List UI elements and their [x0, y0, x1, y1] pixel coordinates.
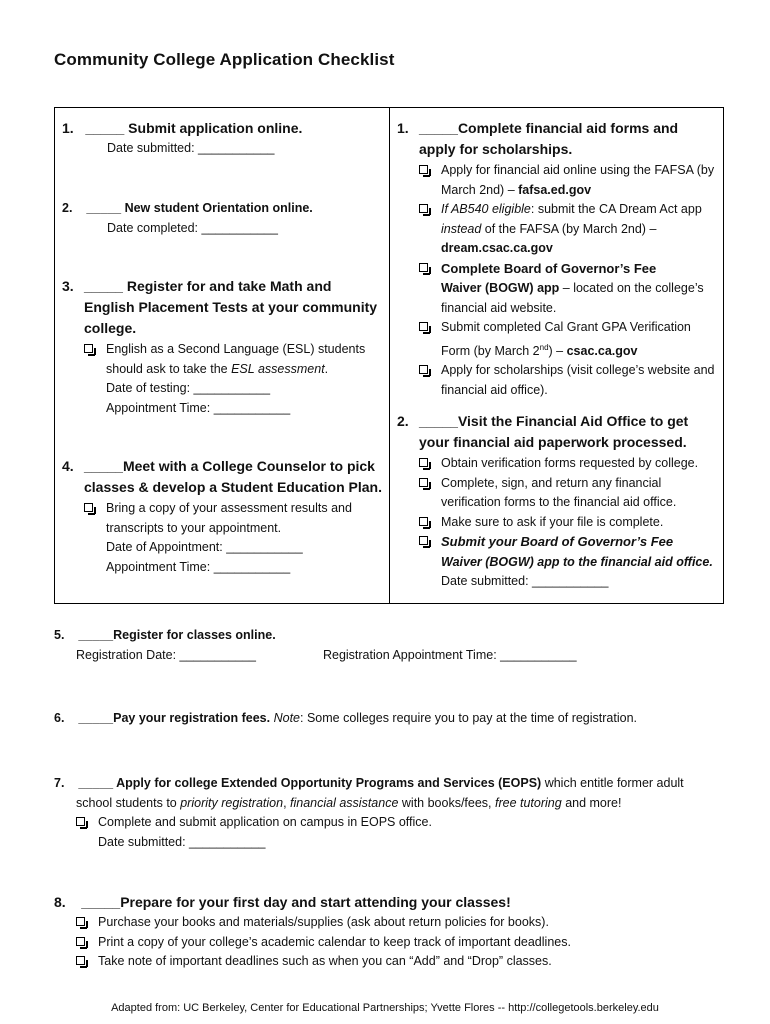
step-num: 1.: [397, 120, 409, 136]
step-blank: _____: [419, 120, 458, 136]
checkbox-icon: [419, 517, 428, 526]
checklist-item: Apply for financial aid online using the FAFSA (by March 2nd) – fafsa.ed.gov: [419, 161, 715, 200]
step-text: Prepare for your first day and start attending your classes!: [120, 894, 511, 910]
date-line: Date submitted: ___________: [98, 834, 266, 849]
checklist-item: Print a copy of your college’s academic calendar to keep track of important deadlines.: [76, 933, 744, 953]
step-text: Meet with a College Counselor to pick classes & develop a Student Education Plan.: [84, 458, 382, 495]
step-num: 2.: [62, 201, 73, 215]
column-divider: [389, 108, 390, 603]
date-line: Date of testing: ___________: [106, 381, 271, 395]
step-blank: _____: [81, 894, 121, 910]
checklist-item: Submit completed Cal Grant GPA Verification Form (by March 2nd) – csac.ca.gov: [419, 318, 715, 361]
note-label: Note: [273, 711, 301, 725]
checkbox-icon: [76, 937, 85, 946]
checklist-item: Complete Board of Governor’s Fee Waiver (BOGW) app – located on the college’s financial aid website.: [419, 259, 715, 319]
page-title: Community College Application Checklist: [54, 50, 395, 69]
step-text: Submit application online.: [124, 120, 303, 136]
checkbox-icon: [419, 458, 428, 467]
footer-credit: Adapted from: UC Berkeley, Center for Educational Partnerships; Yvette Flores -- http://collegetools.berkeley.edu: [111, 1002, 659, 1014]
checkbox-icon: [419, 322, 428, 331]
step-7: 7. _____ Apply for college Extended Opportunity Programs and Services (EOPS) which entitle former adult school students to priority registration, financial assistance with books/fees, free tutoring and more! Complete and submit application on campus in EOPS office. Date submitted: ___________: [54, 773, 744, 852]
checklist-item: Apply for scholarships (visit college’s website and financial aid office).: [419, 361, 715, 400]
checkbox-icon: [76, 917, 85, 926]
checklist-item: Submit your Board of Governor’s Fee Waiver (BOGW) app to the financial aid office.: [419, 532, 715, 572]
step-blank: _____: [78, 628, 114, 642]
checklist-item: Obtain verification forms requested by college.: [419, 454, 715, 474]
step-text: Pay your registration fees.: [113, 711, 271, 725]
checklist-item: Make sure to ask if your file is complete.: [419, 513, 715, 533]
checklist-item: Complete, sign, and return any financial verification forms to the financial aid office.: [419, 474, 715, 513]
checklist-item: English as a Second Language (ESL) students should ask to take the ESL assessment.: [84, 340, 382, 379]
step-blank: _____: [84, 278, 123, 294]
checkbox-icon: [76, 817, 85, 826]
step-num: 2.: [397, 413, 409, 429]
date-line: Date completed: ___________: [107, 220, 278, 235]
date-line: Date of Appointment: ___________: [106, 540, 303, 554]
date-line: Date submitted: ___________: [107, 141, 275, 155]
fin-aid-step-1: [397, 118, 715, 400]
step-5: [54, 626, 734, 665]
time-line: Appointment Time: ___________: [106, 400, 291, 415]
step-text: Register for and take Math and English Placement Tests at your community college.: [84, 278, 378, 336]
step-num: 1.: [62, 120, 74, 136]
step-text: New student Orientation online.: [121, 201, 313, 215]
step-num: 7.: [54, 776, 65, 790]
step-num: 5.: [54, 628, 65, 642]
step-text: Visit the Financial Aid Office to get your financial aid paperwork processed.: [419, 413, 689, 450]
fin-aid-step-2: [397, 411, 715, 592]
checklist-item: Purchase your books and materials/supplies (ask about return policies for books).: [76, 913, 744, 933]
step-text: Complete financial aid forms and apply for scholarships.: [419, 120, 679, 157]
checkbox-icon: [419, 365, 428, 374]
step-num: 3.: [62, 278, 74, 294]
date-line: Date submitted: ___________: [441, 574, 609, 588]
checklist-item: Complete and submit application on campus in EOPS office.: [76, 813, 744, 833]
step-8: [54, 892, 744, 972]
date-line: Registration Date: ___________: [76, 647, 256, 662]
step-blank: _____: [419, 413, 458, 429]
note-text: : Some colleges require you to pay at the time of registration.: [300, 711, 637, 725]
checkbox-icon: [76, 956, 85, 965]
step-blank: _____: [86, 201, 122, 215]
step-blank: _____: [78, 711, 114, 725]
checklist-item: Bring a copy of your assessment results and transcripts to your appointment.: [84, 499, 382, 538]
step-text: Register for classes online.: [113, 628, 276, 642]
step-num: 8.: [54, 894, 66, 910]
checkbox-icon: [84, 344, 93, 353]
time-line: Appointment Time: ___________: [106, 559, 291, 574]
step-6: [54, 709, 744, 729]
step-blank: _____: [84, 458, 123, 474]
step-3: [62, 276, 382, 418]
step-4: [62, 456, 382, 577]
checkbox-icon: [419, 478, 428, 487]
checkbox-icon: [84, 503, 93, 512]
checklist-item: If AB540 eligible: submit the CA Dream Act app instead of the FAFSA (by March 2nd) – dream.csac.ca.gov: [419, 200, 715, 259]
step-num: 6.: [54, 711, 65, 725]
step-num: 4.: [62, 458, 74, 474]
step-text: Apply for college Extended Opportunity Programs and Services (EOPS): [113, 776, 542, 790]
step-2: [62, 199, 382, 238]
checkbox-icon: [419, 165, 428, 174]
checklist-table: [54, 107, 724, 604]
time-line: Registration Appointment Time: ___________: [322, 647, 577, 662]
step-blank: _____: [78, 776, 114, 790]
step-blank: _____: [85, 120, 125, 136]
step-7-line-2: school students to priority registration, financial assistance with books/fees, free tutoring and more!: [76, 795, 622, 810]
step-1: [62, 118, 382, 159]
checkbox-icon: [419, 536, 428, 545]
checkbox-icon: [419, 263, 428, 272]
checkbox-icon: [419, 204, 428, 213]
checklist-item: Take note of important deadlines such as when you can “Add” and “Drop” classes.: [76, 952, 744, 972]
